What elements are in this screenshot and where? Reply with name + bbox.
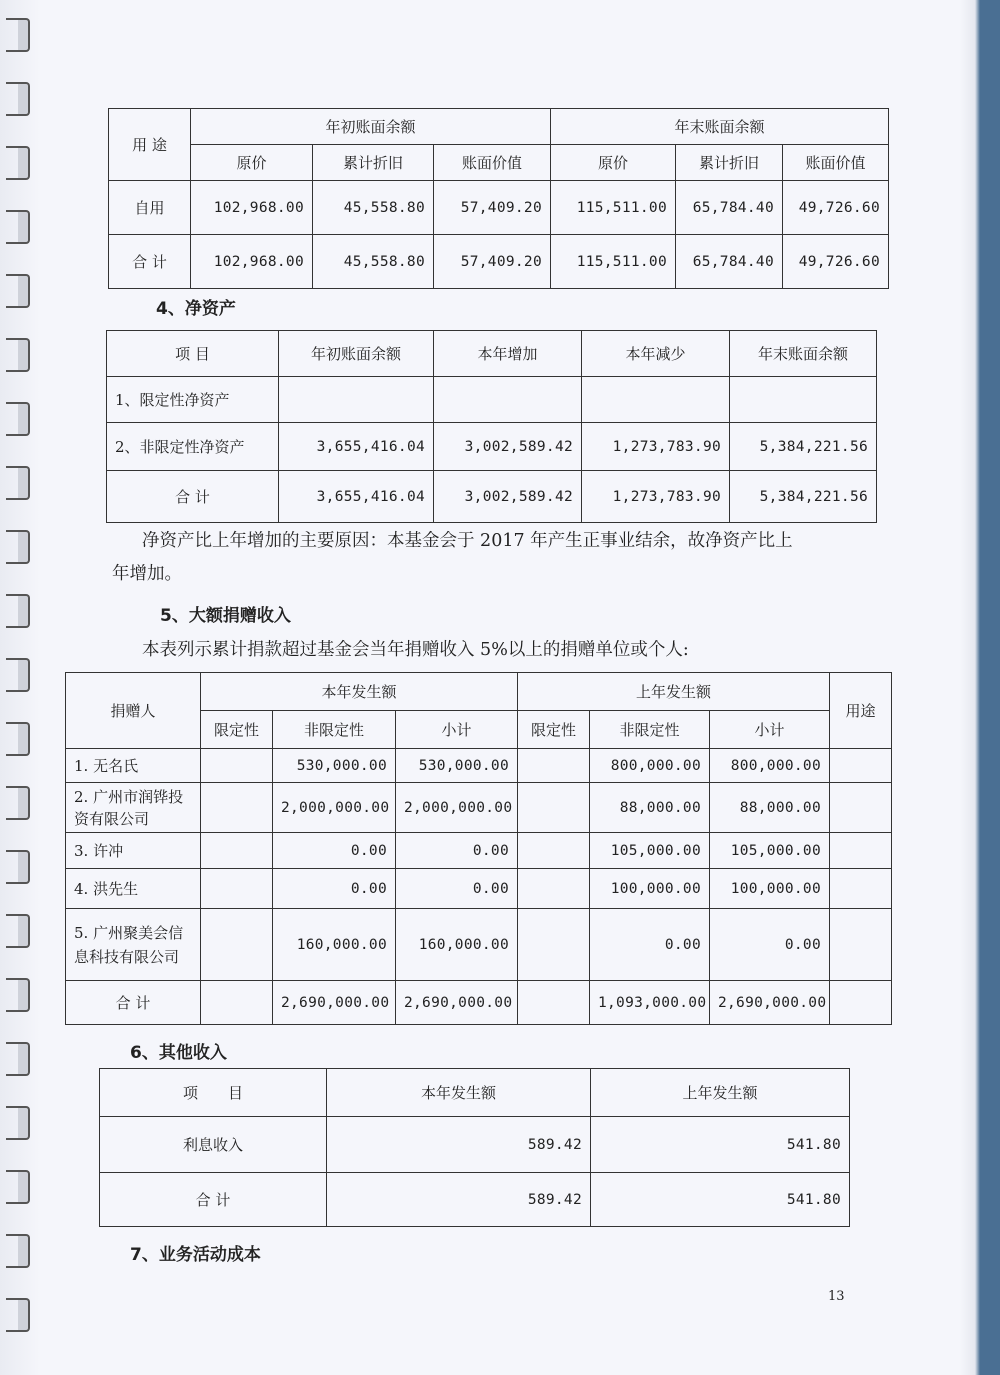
row-label: 自用 xyxy=(109,181,191,235)
donor-name: 2. 广州市润铧投资有限公司 xyxy=(66,783,201,833)
header-usage: 用途 xyxy=(830,673,892,749)
cell-value: 65,784.40 xyxy=(676,181,783,235)
table-row xyxy=(107,423,877,471)
cell-value: 88,000.00 xyxy=(590,783,710,833)
header-purpose: 用 途 xyxy=(109,109,191,181)
header-cost: 原价 xyxy=(551,145,676,181)
cell-value: 589.42 xyxy=(327,1173,591,1227)
header-prior-year: 上年发生额 xyxy=(518,673,830,711)
table-row xyxy=(66,981,892,1025)
header-restricted: 限定性 xyxy=(518,711,590,749)
spiral-binding xyxy=(0,0,36,1375)
cell-value: 5,384,221.56 xyxy=(730,471,877,523)
cell-value xyxy=(201,833,273,869)
cell-value xyxy=(279,377,434,423)
cell-value: 49,726.60 xyxy=(783,181,889,235)
cell-value: 0.00 xyxy=(273,833,396,869)
net-assets-table xyxy=(106,330,877,523)
row-label: 合 计 xyxy=(100,1173,327,1227)
net-assets-note-line1: 净资产比上年增加的主要原因：本基金会于 2017 年产生正事业结余，故净资产比上 xyxy=(142,531,793,551)
cell-value: 1,273,783.90 xyxy=(582,471,730,523)
row-label: 1、限定性净资产 xyxy=(107,377,279,423)
cell-value: 115,511.00 xyxy=(551,235,676,289)
table-row xyxy=(109,181,889,235)
cell-value xyxy=(518,833,590,869)
table-row xyxy=(100,1117,850,1173)
usage-cell xyxy=(830,783,892,833)
cell-value: 160,000.00 xyxy=(273,909,396,981)
cell-value: 1,093,000.00 xyxy=(590,981,710,1025)
donor-name: 3. 许冲 xyxy=(66,833,201,869)
large-donations-intro: 本表列示累计捐款超过基金会当年捐赠收入 5%以上的捐赠单位或个人: xyxy=(142,640,689,660)
table-row xyxy=(66,869,892,909)
header-prior-year: 上年发生额 xyxy=(591,1069,850,1117)
header-cost: 原价 xyxy=(191,145,313,181)
cell-value: 800,000.00 xyxy=(590,749,710,783)
header-opening-balance: 年初账面余额 xyxy=(191,109,551,145)
cell-value: 3,002,589.42 xyxy=(434,471,582,523)
table-row xyxy=(66,909,892,981)
cell-value: 102,968.00 xyxy=(191,181,313,235)
header-increase: 本年增加 xyxy=(434,331,582,377)
table-row xyxy=(107,377,877,423)
business-cost-heading: 7、业务活动成本 xyxy=(130,1245,261,1265)
header-item: 项 目 xyxy=(100,1069,327,1117)
usage-cell xyxy=(830,749,892,783)
table-row xyxy=(100,1173,850,1227)
cell-value xyxy=(434,377,582,423)
cell-value: 530,000.00 xyxy=(396,749,518,783)
cell-value: 2,690,000.00 xyxy=(273,981,396,1025)
cell-value: 0.00 xyxy=(710,909,830,981)
cell-value: 49,726.60 xyxy=(783,235,889,289)
cell-value xyxy=(518,981,590,1025)
cell-value: 105,000.00 xyxy=(710,833,830,869)
cell-value: 65,784.40 xyxy=(676,235,783,289)
large-donations-table xyxy=(65,672,892,1025)
header-depreciation: 累计折旧 xyxy=(313,145,434,181)
header-book-value: 账面价值 xyxy=(434,145,551,181)
cell-value xyxy=(201,909,273,981)
cell-value: 115,511.00 xyxy=(551,181,676,235)
cell-value: 5,384,221.56 xyxy=(730,423,877,471)
header-current-year: 本年发生额 xyxy=(201,673,518,711)
cell-value: 589.42 xyxy=(327,1117,591,1173)
cell-value xyxy=(201,749,273,783)
cell-value: 2,000,000.00 xyxy=(396,783,518,833)
page-number: 13 xyxy=(828,1289,845,1304)
header-opening-balance: 年初账面余额 xyxy=(279,331,434,377)
donor-name: 5. 广州聚美会信息科技有限公司 xyxy=(66,909,201,981)
cell-value: 3,655,416.04 xyxy=(279,423,434,471)
net-assets-heading: 4、净资产 xyxy=(156,299,236,319)
cell-value: 2,690,000.00 xyxy=(710,981,830,1025)
cell-value: 0.00 xyxy=(396,869,518,909)
header-closing-balance: 年末账面余额 xyxy=(551,109,889,145)
row-label: 合 计 xyxy=(107,471,279,523)
cell-value: 100,000.00 xyxy=(590,869,710,909)
header-book-value: 账面价值 xyxy=(783,145,889,181)
row-label: 2、非限定性净资产 xyxy=(107,423,279,471)
cell-value xyxy=(201,783,273,833)
header-closing-balance: 年末账面余额 xyxy=(730,331,877,377)
header-subtotal: 小计 xyxy=(396,711,518,749)
header-decrease: 本年减少 xyxy=(582,331,730,377)
header-depreciation: 累计折旧 xyxy=(676,145,783,181)
cell-value xyxy=(582,377,730,423)
donor-name: 4. 洪先生 xyxy=(66,869,201,909)
header-item: 项 目 xyxy=(107,331,279,377)
cell-value xyxy=(518,869,590,909)
header-subtotal: 小计 xyxy=(710,711,830,749)
cell-value: 1,273,783.90 xyxy=(582,423,730,471)
table-row xyxy=(107,471,877,523)
table-row xyxy=(66,749,892,783)
cell-value xyxy=(518,909,590,981)
cell-value: 2,690,000.00 xyxy=(396,981,518,1025)
cell-value: 45,558.80 xyxy=(313,235,434,289)
other-income-heading: 6、其他收入 xyxy=(130,1043,227,1063)
cell-value: 3,655,416.04 xyxy=(279,471,434,523)
cell-value: 0.00 xyxy=(590,909,710,981)
usage-cell xyxy=(830,981,892,1025)
cell-value: 0.00 xyxy=(273,869,396,909)
cell-value xyxy=(730,377,877,423)
cell-value: 800,000.00 xyxy=(710,749,830,783)
cell-value: 541.80 xyxy=(591,1117,850,1173)
donor-name: 合 计 xyxy=(66,981,201,1025)
cell-value xyxy=(201,981,273,1025)
cell-value: 2,000,000.00 xyxy=(273,783,396,833)
usage-cell xyxy=(830,833,892,869)
cell-value: 541.80 xyxy=(591,1173,850,1227)
cell-value: 530,000.00 xyxy=(273,749,396,783)
cell-value: 57,409.20 xyxy=(434,181,551,235)
header-unrestricted: 非限定性 xyxy=(590,711,710,749)
fixed-assets-table xyxy=(108,108,889,289)
usage-cell xyxy=(830,909,892,981)
other-income-table xyxy=(99,1068,850,1227)
row-label: 利息收入 xyxy=(100,1117,327,1173)
table-row xyxy=(66,783,892,833)
usage-cell xyxy=(830,869,892,909)
header-restricted: 限定性 xyxy=(201,711,273,749)
cell-value: 160,000.00 xyxy=(396,909,518,981)
cell-value: 0.00 xyxy=(396,833,518,869)
cell-value xyxy=(518,749,590,783)
donor-name: 1. 无名氏 xyxy=(66,749,201,783)
cell-value: 102,968.00 xyxy=(191,235,313,289)
net-assets-note-line2: 年增加。 xyxy=(112,564,182,584)
cell-value: 45,558.80 xyxy=(313,181,434,235)
header-donor: 捐赠人 xyxy=(66,673,201,749)
header-current-year: 本年发生额 xyxy=(327,1069,591,1117)
cell-value: 88,000.00 xyxy=(710,783,830,833)
cell-value: 105,000.00 xyxy=(590,833,710,869)
table-row xyxy=(109,235,889,289)
table-row xyxy=(66,833,892,869)
cell-value: 57,409.20 xyxy=(434,235,551,289)
large-donations-heading: 5、大额捐赠收入 xyxy=(160,606,291,626)
row-label: 合 计 xyxy=(109,235,191,289)
cell-value: 100,000.00 xyxy=(710,869,830,909)
cell-value: 3,002,589.42 xyxy=(434,423,582,471)
cell-value xyxy=(518,783,590,833)
cell-value xyxy=(201,869,273,909)
header-unrestricted: 非限定性 xyxy=(273,711,396,749)
